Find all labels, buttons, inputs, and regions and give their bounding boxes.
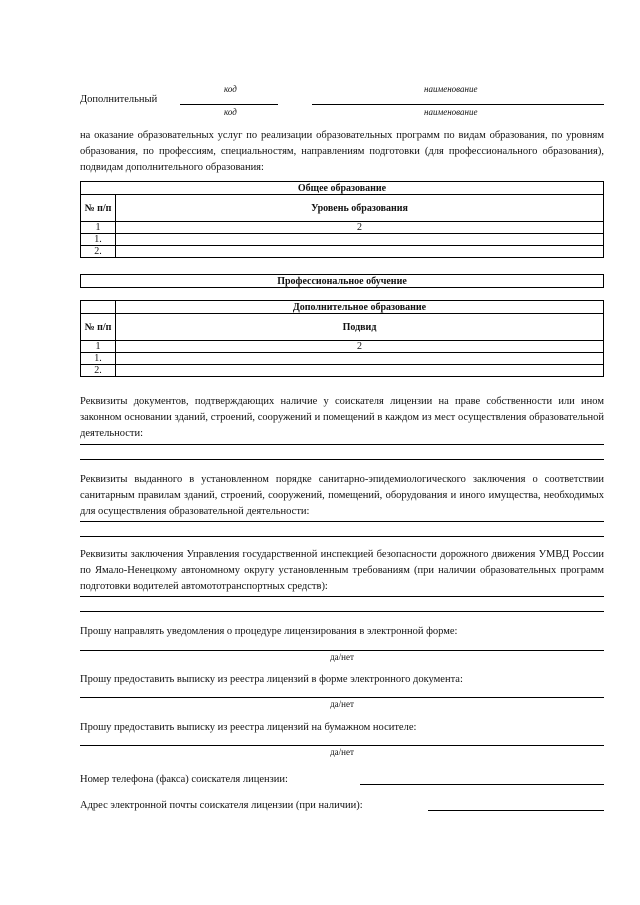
documents-paragraph: Реквизиты документов, подтверждающих наличие у соискателя лицензии на праве собственности или ином законном основании зданий, строений, сооружений и помещений в каждом из мест осуществления образовательной деятельности: (80, 396, 604, 439)
table-cell: 1. (81, 353, 116, 365)
email-input-line[interactable] (428, 810, 604, 811)
extract-electronic-request-text: Прошу предоставить выписку из реестра лицензий в форме электронного документа: (80, 674, 463, 685)
table-cell[interactable] (116, 246, 604, 258)
notify-request-text: Прошу направлять уведомления о процедуре лицензирования в электронной форме: (80, 626, 458, 637)
extract-electronic-answer-line[interactable] (80, 697, 604, 698)
intro-paragraph: на оказание образовательных услуг по реализации образовательных программ по видам образования, по уровням образования, по профессиям, специальностям, направлениям подготовки (для профессионального образования), подвидам дополнительного образования: (80, 130, 604, 173)
general-col-number-header: № п/п (81, 195, 116, 222)
naimenovanie-caption-top: наименование (424, 84, 478, 94)
table-cell: 1. (81, 234, 116, 246)
extract-paper-answer-line[interactable] (80, 745, 604, 746)
professional-training-box (80, 274, 604, 288)
general-col-level-header: Уровень образования (116, 195, 604, 222)
extract-electronic-answer-caption: да/нет (330, 699, 354, 709)
sanitary-input-line-2[interactable] (80, 536, 604, 537)
table-cell[interactable] (116, 365, 604, 377)
table-cell: 1 (81, 222, 116, 234)
additional-col-number-header: № п/п (81, 314, 116, 341)
table-cell: 2 (116, 341, 604, 353)
extract-paper-request-text: Прошу предоставить выписку из реестра лицензий на бумажном носителе: (80, 722, 417, 733)
kod-caption-bottom: код (224, 107, 237, 117)
extract-paper-answer-caption: да/нет (330, 747, 354, 757)
table-cell: 2 (116, 222, 604, 234)
naimenovanie-input-line[interactable] (312, 104, 604, 105)
additional-table-title: Дополнительное образование (116, 301, 604, 314)
table-cell[interactable] (116, 234, 604, 246)
general-table-title: Общее образование (81, 182, 604, 195)
phone-label: Номер телефона (факса) соискателя лицензии: (80, 774, 288, 785)
documents-input-line-1[interactable] (80, 444, 604, 445)
phone-input-line[interactable] (360, 784, 604, 785)
table-cell[interactable] (116, 353, 604, 365)
sanitary-paragraph: Реквизиты выданного в установленном порядке санитарно-эпидемиологического заключения о соответствии санитарным правилам зданий, строений, сооружений, помещений, оборудования и иного имущества, необходимых для осуществления образовательной деятельности: (80, 474, 604, 517)
documents-input-line-2[interactable] (80, 459, 604, 460)
traffic-input-line-1[interactable] (80, 596, 604, 597)
traffic-paragraph: Реквизиты заключения Управления государственной инспекцией безопасности дорожного движения УМВД России по Ямало-Ненецкому автономному округу установленным требованиям (при наличии образовательных программ подготовки водителей автомототранспортных средств): (80, 549, 604, 592)
notify-answer-line[interactable] (80, 650, 604, 651)
table-cell: 2. (81, 246, 116, 258)
table-cell (81, 301, 116, 314)
table-cell: 1 (81, 341, 116, 353)
general-education-table (80, 181, 604, 258)
notify-answer-caption: да/нет (330, 652, 354, 662)
additional-education-table (80, 300, 604, 377)
table-cell: 2. (81, 365, 116, 377)
traffic-input-line-2[interactable] (80, 611, 604, 612)
kod-input-line[interactable] (180, 104, 278, 105)
kod-caption-top: код (224, 84, 237, 94)
professional-training-title: Профессиональное обучение (81, 275, 604, 288)
dopolnitelny-label: Дополнительный (80, 94, 158, 105)
additional-col-subtype-header: Подвид (116, 314, 604, 341)
email-label: Адрес электронной почты соискателя лицензии (при наличии): (80, 800, 363, 811)
naimenovanie-caption-bottom: наименование (424, 107, 478, 117)
sanitary-input-line-1[interactable] (80, 521, 604, 522)
